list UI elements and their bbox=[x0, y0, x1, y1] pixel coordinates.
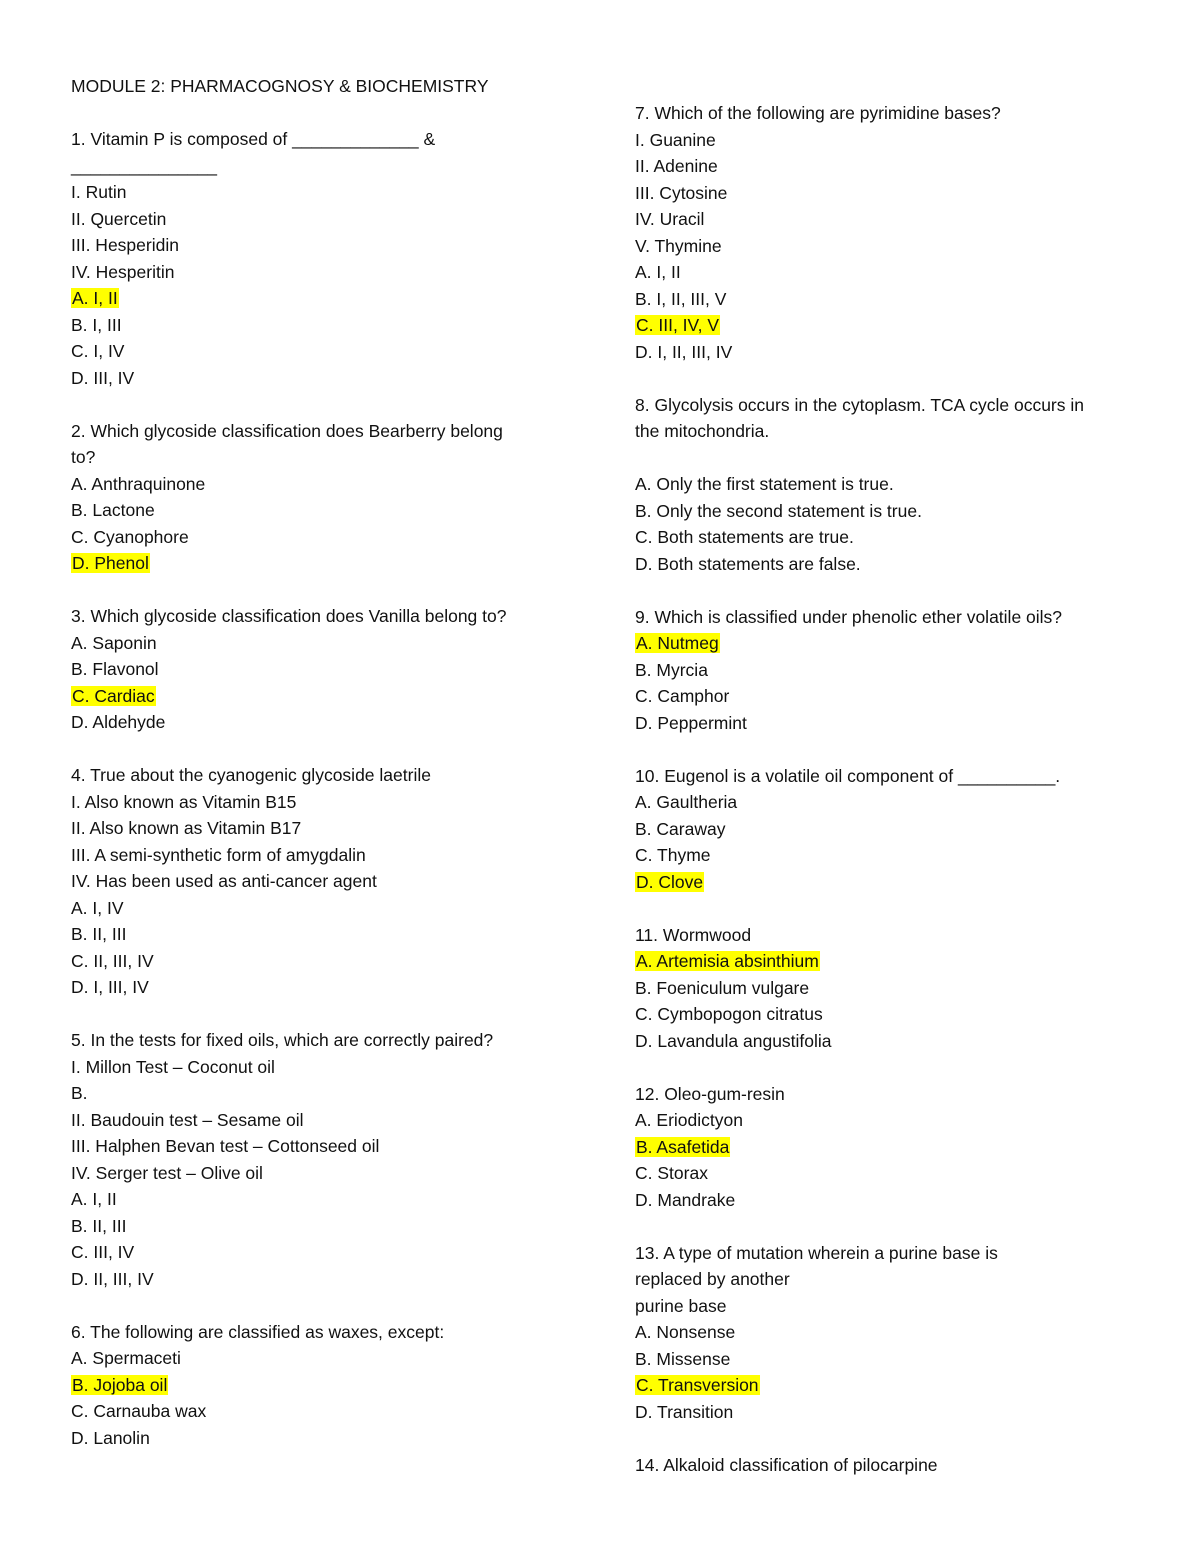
line-text: IV. Serger test – Olive oil bbox=[71, 1162, 263, 1183]
line-text: 9. Which is classified under phenolic ether volatile oils? bbox=[635, 606, 1063, 627]
highlighted-answer: B. Asafetida bbox=[636, 1136, 730, 1157]
line-text: C. III, IV bbox=[71, 1242, 135, 1262]
question-line bbox=[71, 1186, 571, 1213]
line-text: B. Missense bbox=[635, 1348, 731, 1369]
question-block bbox=[635, 1452, 1155, 1479]
question-line bbox=[635, 1001, 1155, 1028]
correct-answer-line bbox=[71, 1372, 571, 1399]
question-line bbox=[71, 1080, 571, 1107]
line-text: II. Baudouin test – Sesame oil bbox=[71, 1109, 304, 1130]
line-text: C. II, III, IV bbox=[71, 950, 154, 971]
highlighted-answer: C. Cardiac bbox=[72, 685, 155, 706]
line-text: D. I, III, IV bbox=[71, 977, 149, 997]
line-text: replaced by another bbox=[635, 1269, 790, 1289]
highlighted-answer: C. III, IV, V bbox=[636, 315, 719, 335]
line-text: B. Only the second statement is true. bbox=[635, 500, 922, 521]
line-text: B. Foeniculum vulgare bbox=[635, 977, 810, 998]
line-text: D. Lavandula angustifolia bbox=[635, 1030, 832, 1051]
line-text: II. Quercetin bbox=[71, 208, 167, 229]
question-spacer bbox=[635, 1213, 1155, 1240]
question-line bbox=[635, 710, 1155, 737]
question-line bbox=[635, 286, 1155, 313]
line-text: D. Both statements are false. bbox=[635, 553, 861, 574]
correct-answer-line bbox=[635, 869, 1155, 896]
question-line bbox=[635, 1266, 1155, 1293]
line-text: A. Gaultheria bbox=[635, 792, 738, 812]
question-line bbox=[71, 656, 571, 683]
question-line bbox=[635, 206, 1155, 233]
question-line bbox=[71, 471, 571, 498]
question-line bbox=[71, 232, 571, 259]
line-text: A. Nonsense bbox=[635, 1322, 736, 1342]
line-text: A. Only the first statement is true. bbox=[635, 474, 894, 494]
highlighted-answer: B. Jojoba oil bbox=[72, 1374, 168, 1395]
line-text: III. A semi-synthetic form of amygdalin bbox=[71, 844, 366, 865]
line-text: 8. Glycolysis occurs in the cytoplasm. TCA cycle occurs in bbox=[635, 394, 1084, 415]
question-line bbox=[71, 524, 571, 551]
question-line bbox=[635, 180, 1155, 207]
question-line bbox=[635, 418, 1155, 445]
correct-answer-line bbox=[71, 285, 571, 312]
question-line bbox=[71, 895, 571, 922]
question-line bbox=[71, 153, 571, 180]
question-line bbox=[71, 1425, 571, 1452]
question-line bbox=[71, 1345, 571, 1372]
question-line bbox=[71, 1054, 571, 1081]
line-text: III. Hesperidin bbox=[71, 235, 179, 255]
question-line bbox=[71, 630, 571, 657]
question-line bbox=[71, 497, 571, 524]
question-block bbox=[635, 1240, 1155, 1426]
line-text: D. II, III, IV bbox=[71, 1268, 154, 1289]
line-text: B. II, III bbox=[71, 1215, 127, 1236]
question-line bbox=[71, 1133, 571, 1160]
question-block bbox=[71, 762, 571, 1001]
question-line bbox=[635, 1319, 1155, 1346]
question-line bbox=[635, 498, 1155, 525]
question-line bbox=[635, 339, 1155, 366]
line-text: C. Camphor bbox=[635, 686, 730, 706]
line-text: C. Thyme bbox=[635, 845, 711, 865]
question-line bbox=[71, 762, 571, 789]
line-text: A. Saponin bbox=[71, 632, 157, 653]
line-text: C. Storax bbox=[635, 1163, 708, 1183]
question-block bbox=[71, 418, 571, 577]
question-line bbox=[71, 126, 571, 153]
question-line bbox=[635, 1028, 1155, 1055]
question-line bbox=[71, 206, 571, 233]
question-line bbox=[635, 233, 1155, 260]
question-spacer bbox=[635, 365, 1155, 392]
question-block bbox=[71, 1027, 571, 1292]
question-line bbox=[635, 524, 1155, 551]
spacer bbox=[71, 100, 571, 127]
question-block bbox=[71, 126, 571, 391]
line-text: III. Cytosine bbox=[635, 182, 728, 203]
line-text: 7. Which of the following are pyrimidine bases? bbox=[635, 103, 1001, 123]
line-text: _______________ bbox=[71, 155, 217, 176]
correct-answer-line bbox=[71, 683, 571, 710]
question-line bbox=[71, 1266, 571, 1293]
line-text: I. Guanine bbox=[635, 129, 716, 150]
line-text: C. Carnauba wax bbox=[71, 1401, 207, 1421]
question-line bbox=[635, 127, 1155, 154]
question-line bbox=[635, 975, 1155, 1002]
line-text: A. Anthraquinone bbox=[71, 473, 206, 494]
line-text: B. II, III bbox=[71, 924, 127, 944]
question-line bbox=[71, 948, 571, 975]
question-line bbox=[635, 153, 1155, 180]
line-text: I. Rutin bbox=[71, 182, 127, 202]
correct-answer-line bbox=[635, 312, 1155, 339]
line-text: B. Caraway bbox=[635, 818, 726, 839]
line-text: A. Eriodictyon bbox=[635, 1110, 743, 1130]
line-text: V. Thymine bbox=[635, 235, 722, 256]
question-line bbox=[635, 1160, 1155, 1187]
question-line bbox=[635, 1346, 1155, 1373]
question-line bbox=[635, 763, 1155, 790]
highlighted-answer: A. Nutmeg bbox=[636, 633, 719, 653]
line-text: C. Cymbopogon citratus bbox=[635, 1004, 823, 1024]
line-text: A. Spermaceti bbox=[71, 1348, 181, 1368]
line-text: D. Mandrake bbox=[635, 1189, 736, 1210]
question-line bbox=[71, 842, 571, 869]
line-text: B. Flavonol bbox=[71, 659, 159, 679]
line-text: 12. Oleo-gum-resin bbox=[635, 1083, 785, 1104]
question-spacer bbox=[635, 736, 1155, 763]
question-spacer bbox=[635, 895, 1155, 922]
line-text: D. Transition bbox=[635, 1401, 734, 1422]
line-text: II. Adenine bbox=[635, 156, 718, 176]
line-text: to? bbox=[71, 447, 96, 467]
question-line bbox=[635, 471, 1155, 498]
line-text: 6. The following are classified as waxes, except: bbox=[71, 1321, 445, 1342]
question-line bbox=[635, 1399, 1155, 1426]
line-text: D. I, II, III, IV bbox=[635, 341, 733, 362]
line-text: 5. In the tests for fixed oils, which are correctly paired? bbox=[71, 1030, 494, 1050]
question-line bbox=[71, 338, 571, 365]
line-text: I. Also known as Vitamin B15 bbox=[71, 791, 297, 812]
question-spacer bbox=[635, 1054, 1155, 1081]
question-spacer bbox=[71, 577, 571, 604]
question-line bbox=[71, 1027, 571, 1054]
question-block bbox=[71, 1319, 571, 1452]
question-spacer bbox=[71, 736, 571, 763]
question-line bbox=[71, 868, 571, 895]
question-line bbox=[635, 1081, 1155, 1108]
line-text: A. I, II bbox=[71, 1189, 117, 1209]
question-line bbox=[71, 365, 571, 392]
question-line bbox=[635, 842, 1155, 869]
question-line bbox=[71, 444, 571, 471]
line-text: the mitochondria. bbox=[635, 421, 770, 441]
question-line bbox=[71, 815, 571, 842]
line-text: C. Both statements are true. bbox=[635, 527, 854, 547]
line-text: purine base bbox=[635, 1295, 727, 1316]
question-line bbox=[71, 1213, 571, 1240]
question-line bbox=[71, 921, 571, 948]
line-text: A. I, IV bbox=[71, 897, 124, 918]
question-line bbox=[71, 1160, 571, 1187]
question-line bbox=[71, 312, 571, 339]
line-text: A. I, II bbox=[635, 262, 681, 282]
line-text: 10. Eugenol is a volatile oil component of __________. bbox=[635, 765, 1061, 786]
question-line bbox=[635, 604, 1155, 631]
highlighted-answer: A. Artemisia absinthium bbox=[636, 951, 819, 971]
question-spacer bbox=[635, 577, 1155, 604]
line-text: I. Millon Test – Coconut oil bbox=[71, 1056, 275, 1077]
highlighted-answer: C. Transversion bbox=[636, 1375, 759, 1395]
question-line bbox=[635, 392, 1155, 419]
question-line bbox=[635, 551, 1155, 578]
question-spacer bbox=[71, 391, 571, 418]
question-block bbox=[71, 603, 571, 736]
document-title: MODULE 2: PHARMACOGNOSY & BIOCHEMISTRY bbox=[71, 76, 489, 96]
line-text: B. bbox=[71, 1083, 88, 1103]
question-line bbox=[71, 974, 571, 1001]
line-text: II. Also known as Vitamin B17 bbox=[71, 818, 302, 838]
line-text: IV. Hesperitin bbox=[71, 261, 175, 282]
right-question-list bbox=[635, 100, 1155, 1478]
line-text: 2. Which glycoside classification does Bearberry belong bbox=[71, 420, 503, 441]
question-line bbox=[71, 1239, 571, 1266]
line-text: D. Aldehyde bbox=[71, 712, 166, 732]
correct-answer-line bbox=[635, 1372, 1155, 1399]
question-line bbox=[71, 179, 571, 206]
line-text: III. Halphen Bevan test – Cottonseed oil bbox=[71, 1136, 380, 1156]
correct-answer-line bbox=[71, 550, 571, 577]
question-line bbox=[71, 603, 571, 630]
question-line bbox=[635, 816, 1155, 843]
line-text: 11. Wormwood bbox=[635, 924, 752, 945]
correct-answer-line bbox=[635, 630, 1155, 657]
question-spacer bbox=[71, 1001, 571, 1028]
question-line bbox=[635, 1293, 1155, 1320]
question-block bbox=[635, 604, 1155, 737]
line-text: 1. Vitamin P is composed of _____________ & bbox=[71, 129, 436, 149]
question-line bbox=[71, 709, 571, 736]
question-line bbox=[71, 1319, 571, 1346]
line-text: D. Peppermint bbox=[635, 712, 747, 733]
line-text: D. Lanolin bbox=[71, 1427, 150, 1448]
question-line bbox=[635, 789, 1155, 816]
line-text: 3. Which glycoside classification does Vanilla belong to? bbox=[71, 606, 507, 626]
question-line bbox=[635, 259, 1155, 286]
question-line bbox=[635, 1187, 1155, 1214]
highlighted-answer: A. I, II bbox=[72, 288, 118, 308]
line-text: B. I, III bbox=[71, 314, 122, 335]
highlighted-answer: D. Clove bbox=[636, 871, 704, 892]
question-line bbox=[635, 657, 1155, 684]
question-block bbox=[635, 100, 1155, 365]
line-text: B. Myrcia bbox=[635, 659, 708, 680]
question-block bbox=[635, 922, 1155, 1055]
question-line bbox=[635, 1107, 1155, 1134]
right-column bbox=[635, 100, 1155, 1478]
question-block bbox=[635, 392, 1155, 578]
line-text: 14. Alkaloid classification of pilocarpine bbox=[635, 1454, 938, 1475]
question-line bbox=[71, 789, 571, 816]
highlighted-answer: D. Phenol bbox=[72, 553, 149, 573]
line-text: C. Cyanophore bbox=[71, 526, 189, 547]
question-line bbox=[71, 418, 571, 445]
question-line bbox=[635, 1452, 1155, 1479]
left-column bbox=[71, 73, 571, 1451]
question-line bbox=[71, 1398, 571, 1425]
question-line bbox=[635, 683, 1155, 710]
question-line bbox=[635, 1240, 1155, 1267]
line-text: IV. Has been used as anti-cancer agent bbox=[71, 871, 377, 891]
correct-answer-line bbox=[635, 948, 1155, 975]
line-text: 4. True about the cyanogenic glycoside laetrile bbox=[71, 765, 431, 785]
question-line bbox=[635, 445, 1155, 472]
line-text: IV. Uracil bbox=[635, 209, 705, 229]
line-text: D. III, IV bbox=[71, 367, 135, 388]
question-block bbox=[635, 1081, 1155, 1214]
question-spacer bbox=[71, 1292, 571, 1319]
correct-answer-line bbox=[635, 1134, 1155, 1161]
question-line bbox=[635, 100, 1155, 127]
line-text: B. Lactone bbox=[71, 500, 155, 520]
left-question-list bbox=[71, 126, 571, 1451]
question-block bbox=[635, 763, 1155, 896]
line-text: C. I, IV bbox=[71, 341, 125, 361]
question-spacer bbox=[635, 1425, 1155, 1452]
question-line bbox=[635, 922, 1155, 949]
question-line bbox=[71, 259, 571, 286]
line-text: 13. A type of mutation wherein a purine base is bbox=[635, 1242, 998, 1263]
question-line bbox=[71, 1107, 571, 1134]
line-text: B. I, II, III, V bbox=[635, 288, 727, 309]
